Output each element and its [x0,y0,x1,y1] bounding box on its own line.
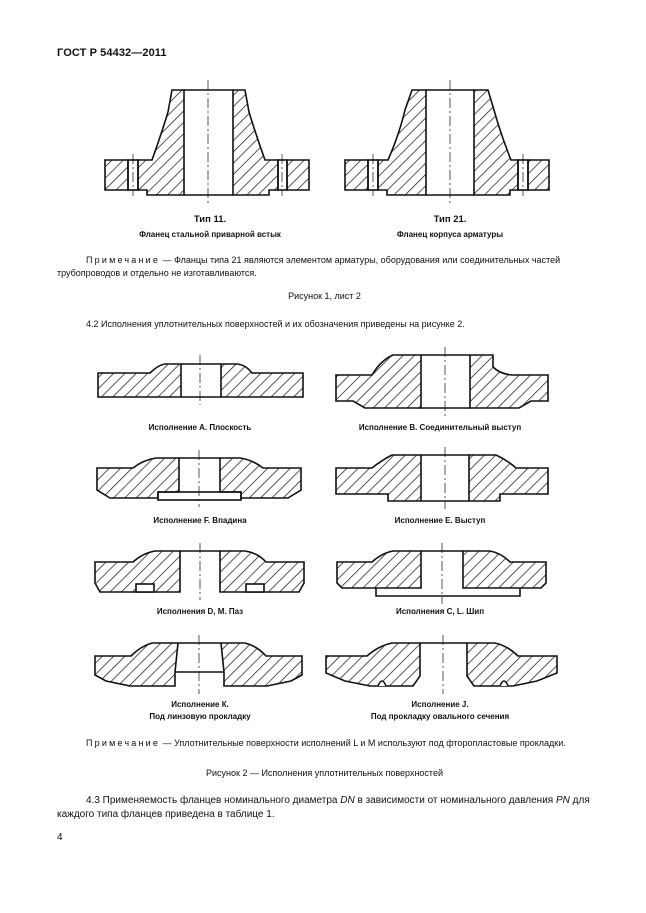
type-11-title: Тип 11. [193,214,227,225]
type-11-subtitle: Фланец стальной приварной встык [139,230,281,239]
note-text: — Фланцы типа 21 являются элементом арматуры, оборудования или соединительных частей трубопроводов и отдельно не изготавливаются. [57,255,561,278]
facing-k-sublabel: Под линзовую прокладку [149,712,251,721]
flange-type-21-drawing [345,90,549,195]
type-21-title: Тип 21. [433,214,467,225]
facing-e-label: Исполнение Е. Выступ [394,516,486,525]
paragraph-4-3: 4.3 Применяемость фланцев номинального диаметра DN в зависимости от номинального давления PN для каждого типа фланцев приведена в таблице 1. [57,795,590,820]
facing-j-label: Исполнение J. [411,700,469,709]
figure2-caption: Рисунок 2 — Исполнения уплотнительных поверхностей [206,768,443,778]
document-header: ГОСТ Р 54432—2011 [57,47,167,59]
facing-cl-drawing [337,551,546,596]
figure1-note [57,254,592,280]
figure1-caption: Рисунок 1, лист 2 [288,291,361,301]
facing-dm-drawing [95,551,304,592]
facing-a-label: Исполнение А. Плоскость [148,423,252,432]
facing-j-sublabel: Под прокладку овального сечения [370,712,510,721]
dn-symbol: DN [340,795,355,806]
note-label: Примечание [86,255,161,265]
facing-dm-label: Исполнения D, M. Паз [156,607,244,616]
figure2-note [57,737,592,750]
pn-symbol: PN [556,795,570,806]
facing-j-drawing [326,643,557,686]
facing-e-drawing [336,455,548,501]
flange-type-11-drawing [105,90,309,195]
facing-k-drawing [95,643,302,686]
facing-b-drawing [336,355,548,408]
note-label: Примечание [86,738,161,748]
facing-b-label: Исполнение В. Соединительный выступ [358,423,522,432]
facing-k-label: Исполнение К. [171,700,229,709]
type-21-subtitle: Фланец корпуса арматуры [396,230,504,239]
page-number: 4 [57,832,63,843]
paragraph-4-2: 4.2 Исполнения уплотнительных поверхностей и их обозначения приведены на рисунке 2. [86,319,465,329]
facing-cl-label: Исполнения С, L. Шип [395,607,485,616]
facing-f-label: Исполнение F. Впадина [153,516,247,525]
facing-a-drawing [98,364,303,397]
note-text: — Уплотнительные поверхности исполнений L и M используют под фторопластовые прокладки. [160,738,566,748]
